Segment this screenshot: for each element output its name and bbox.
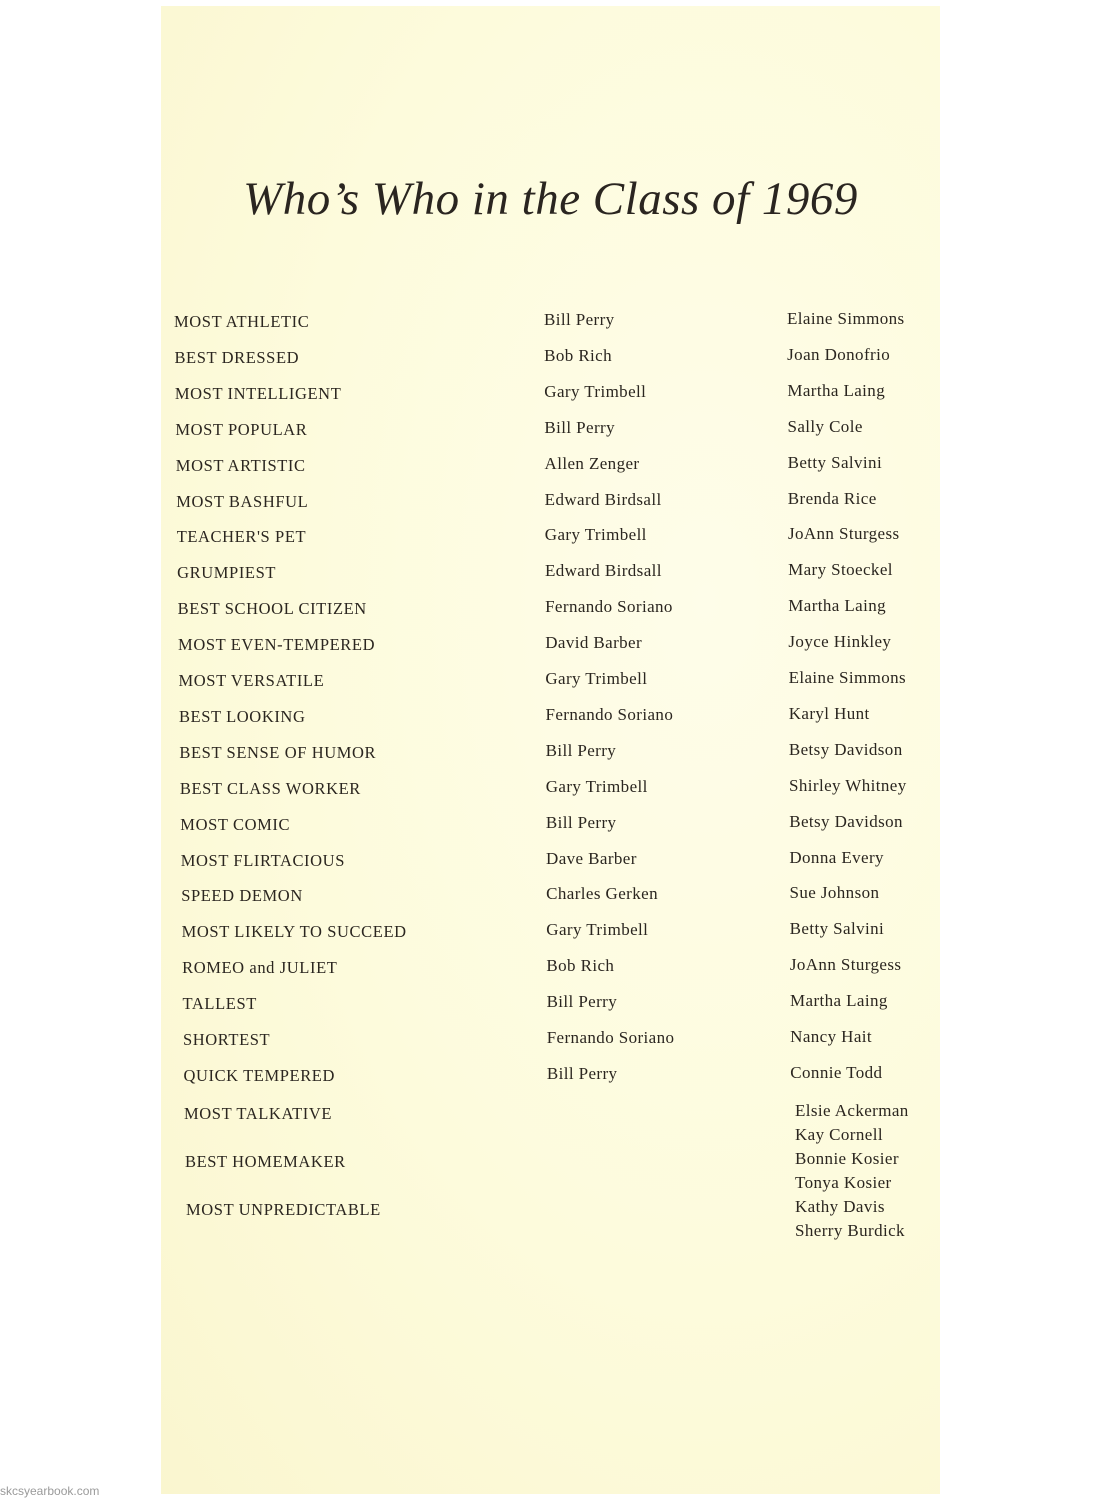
category-label: MOST UNPREDICTABLE: [186, 1200, 381, 1219]
award-row: [161, 452, 940, 486]
boy-name: Edward Birdsall: [544, 561, 662, 581]
girl-name: Joan Donofrio: [787, 344, 891, 364]
category-label: TEACHER'S PET: [176, 527, 307, 547]
girl-name: Mary Stoeckel: [788, 560, 893, 580]
award-row: [161, 632, 940, 665]
award-row: [161, 919, 940, 952]
girl-name: Sue Johnson: [789, 883, 880, 903]
boy-name: David Barber: [545, 633, 643, 653]
boy-name: Gary Trimbell: [545, 669, 648, 688]
girl-name: JoAnn Sturgess: [789, 955, 902, 975]
award-row: [161, 775, 940, 809]
girl-name: Bonnie Kosier: [795, 1149, 899, 1168]
girl-name: Betsy Davidson: [789, 811, 903, 831]
girl-name: JoAnn Sturgess: [787, 524, 900, 544]
awards-list: [161, 6, 940, 1494]
award-row: [161, 344, 940, 378]
girl-name: Kay Cornell: [795, 1125, 883, 1144]
award-row: [161, 668, 940, 701]
boy-name: Bob Rich: [546, 956, 615, 976]
award-row: [161, 309, 940, 342]
award-row: [161, 416, 940, 450]
girl-name: Shirley Whitney: [789, 775, 907, 795]
girl-name: Connie Todd: [790, 1062, 883, 1082]
boy-name: Gary Trimbell: [544, 525, 647, 545]
boy-name: Gary Trimbell: [546, 920, 649, 940]
award-row: [161, 811, 940, 845]
category-label: BEST CLASS WORKER: [179, 778, 361, 798]
boy-name: Bill Perry: [544, 310, 615, 329]
category-label: MOST ATHLETIC: [174, 312, 310, 331]
girl-name: Betty Salvini: [789, 919, 885, 939]
category-label: ROMEO and JULIET: [182, 958, 338, 978]
boy-name: Bill Perry: [546, 1063, 618, 1083]
category-label: MOST TALKATIVE: [184, 1104, 333, 1123]
extra-names-list: [795, 1099, 909, 1243]
award-row: [161, 1062, 940, 1096]
category-label: TALLEST: [182, 994, 257, 1014]
boy-name: Gary Trimbell: [545, 776, 648, 796]
category-label: MOST EVEN-TEMPERED: [178, 635, 376, 655]
girl-name: Martha Laing: [788, 596, 887, 616]
boy-name: Bill Perry: [545, 812, 617, 832]
award-row: [161, 596, 940, 629]
boy-name: Gary Trimbell: [544, 381, 647, 401]
girl-name: Brenda Rice: [787, 488, 877, 508]
category-label: MOST BASHFUL: [176, 491, 309, 511]
category-label: QUICK TEMPERED: [183, 1065, 335, 1085]
award-row: [161, 380, 940, 414]
award-row: [161, 1027, 940, 1060]
boy-name: Bob Rich: [544, 345, 613, 365]
girl-name: Betty Salvini: [787, 452, 883, 472]
category-label: BEST SENSE OF HUMOR: [179, 742, 377, 762]
award-row: [161, 560, 940, 593]
award-row: [161, 524, 940, 557]
boy-name: Bill Perry: [545, 740, 617, 760]
category-label: SPEED DEMON: [181, 886, 303, 906]
category-label: MOST FLIRTACIOUS: [180, 850, 345, 870]
category-label: MOST LIKELY TO SUCCEED: [181, 922, 407, 942]
award-row: [161, 739, 940, 773]
girl-name: Martha Laing: [789, 991, 888, 1011]
category-label: BEST LOOKING: [178, 706, 306, 726]
category-label: GRUMPIEST: [177, 563, 277, 583]
girl-name: Betsy Davidson: [788, 739, 903, 759]
boy-name: Bill Perry: [546, 992, 618, 1012]
girl-name: Elsie Ackerman: [795, 1101, 909, 1120]
award-row: [161, 991, 940, 1024]
category-label: MOST ARTISTIC: [175, 455, 306, 475]
watermark-text: skcsyearbook.com: [0, 1484, 100, 1498]
girl-name: Tonya Kosier: [795, 1173, 892, 1192]
category-label: SHORTEST: [183, 1030, 271, 1049]
girl-name: Elaine Simmons: [788, 668, 907, 687]
category-label: MOST VERSATILE: [178, 671, 325, 690]
girl-name: Karyl Hunt: [788, 703, 870, 723]
girl-name: Nancy Hait: [790, 1027, 873, 1046]
category-label: MOST COMIC: [180, 814, 291, 834]
girl-name: Martha Laing: [787, 380, 886, 400]
yearbook-page: [161, 6, 940, 1494]
category-label: BEST SCHOOL CITIZEN: [177, 599, 367, 619]
award-row: [161, 883, 940, 916]
girl-name: Donna Every: [789, 847, 884, 867]
category-label: MOST POPULAR: [175, 419, 308, 439]
boy-name: Fernando Soriano: [545, 597, 673, 617]
boy-name: Allen Zenger: [544, 453, 640, 473]
girl-name: Sally Cole: [787, 416, 863, 436]
boy-name: Dave Barber: [546, 848, 637, 868]
girl-name: Kathy Davis: [795, 1197, 885, 1216]
award-row: [161, 847, 940, 881]
boy-name: Fernando Soriano: [545, 704, 674, 724]
girl-name: Joyce Hinkley: [788, 632, 892, 652]
girl-name: Elaine Simmons: [787, 309, 905, 328]
award-row: [161, 703, 940, 737]
award-row: [161, 488, 940, 522]
boy-name: Charles Gerken: [546, 884, 658, 904]
category-label: MOST INTELLIGENT: [174, 383, 342, 403]
girl-name: Sherry Burdick: [795, 1221, 905, 1240]
award-row: [161, 955, 940, 988]
boy-name: Bill Perry: [544, 417, 615, 437]
boy-name: Fernando Soriano: [546, 1028, 675, 1047]
category-label: BEST HOMEMAKER: [185, 1152, 346, 1171]
page-title: Who’s Who in the Class of 1969: [243, 173, 858, 225]
category-label: BEST DRESSED: [174, 347, 300, 367]
boy-name: Edward Birdsall: [544, 489, 662, 509]
